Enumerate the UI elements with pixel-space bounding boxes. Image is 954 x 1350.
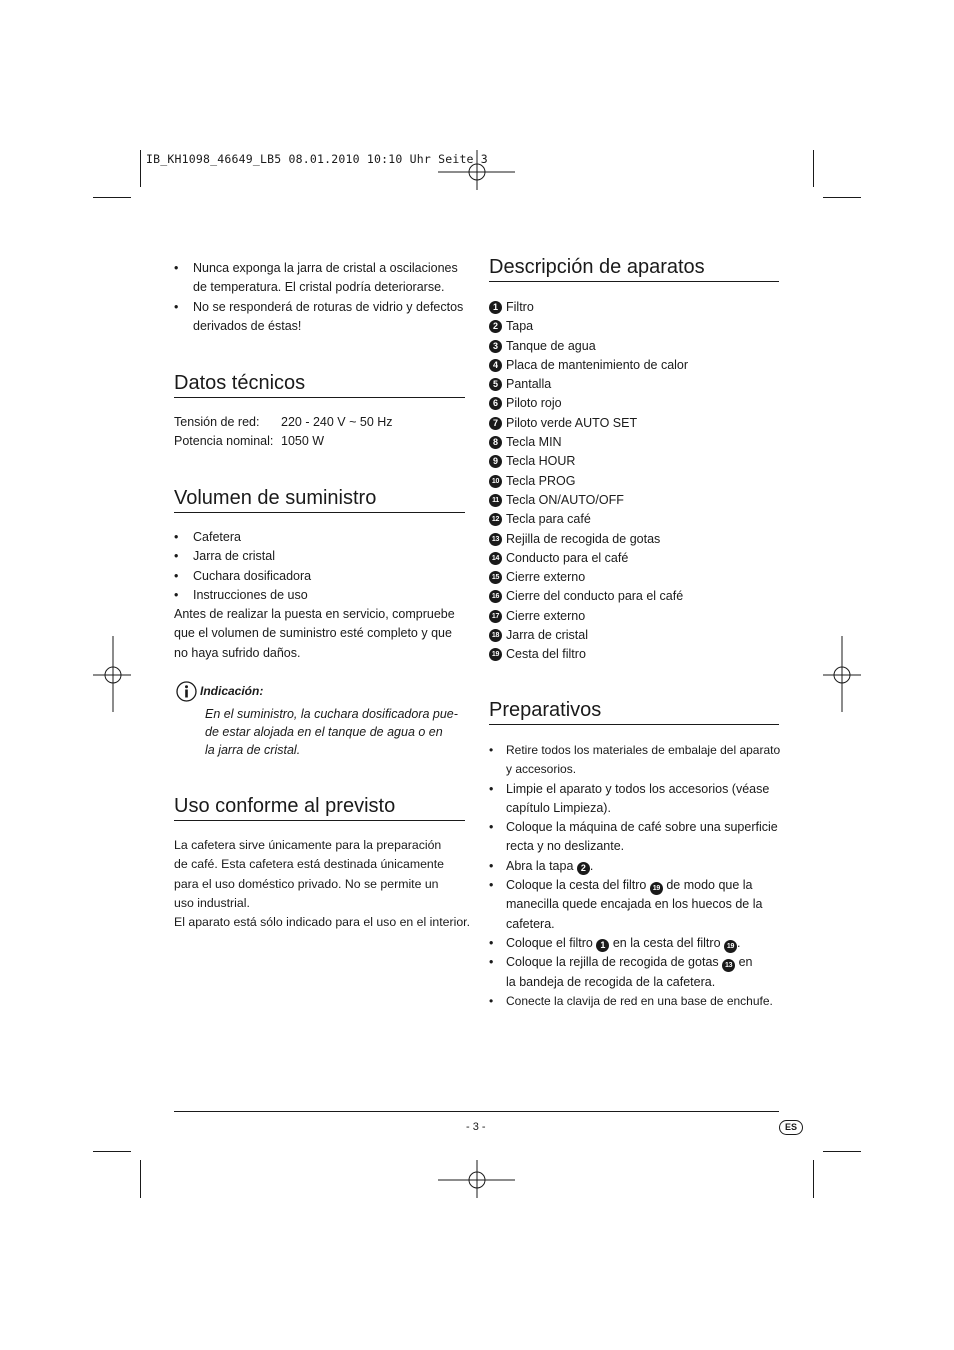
uso-text: La cafetera sirve únicamente para la preparación de café. Esta cafetera está destinada únicamente para el uso doméstico privado. No se permite un uso industrial. El aparato está sólo indicado para el uso en el interior. [174,838,470,930]
part-item: 13 Rejilla de recogida de gotas [489,530,779,549]
number-badge: 19 [650,882,663,895]
divider [489,281,779,282]
info-icon [176,681,197,702]
list-item: • Cafetera [174,530,241,544]
part-item: 5 Pantalla [489,375,779,394]
part-item: 10 Tecla PROG [489,472,779,491]
part-item: 2 Tapa [489,317,779,336]
divider [174,397,465,398]
number-badge: 4 [489,359,502,372]
part-item: 1 Filtro [489,298,779,317]
list-item: • Coloque la rejilla de recogida de gotas 13 en la bandeja de recogida de la cafetera. [489,955,753,989]
list-item: • Instrucciones de uso [174,587,308,602]
parts-list [489,298,779,665]
part-item: 15 Cierre externo [489,568,779,587]
language-badge: ES [779,1120,803,1135]
list-item: • No se responderá de roturas de vidrio y defectos derivados de éstas! [174,299,464,333]
number-badge: 3 [489,340,502,353]
footer-divider [174,1111,779,1112]
list-item: • Abra la tapa 2 . [489,858,594,873]
volumen-title: Volumen de suministro [174,487,377,509]
part-item: 11 Tecla ON/AUTO/OFF [489,491,779,510]
part-item: 14 Conducto para el café [489,549,779,568]
note-text: En el suministro, la cuchara dosificadora pue- de estar alojada en el tanque de agua o en la jarra de cristal. [205,707,458,757]
part-item: 19 Cesta del filtro [489,645,779,664]
number-badge: 17 [489,610,502,623]
number-badge: 18 [489,629,502,642]
note-label: Indicación: [200,684,264,698]
number-badge: 7 [489,417,502,430]
preparativos-list [489,741,785,1011]
part-item: 12 Tecla para café [489,510,779,529]
number-badge: 15 [489,571,502,584]
list-item: • Jarra de cristal [174,549,275,564]
part-item: 16 Cierre del conducto para el café [489,587,779,606]
number-badge: 13 [722,959,735,972]
page-number: - 3 - [466,1121,486,1133]
uso-title: Uso conforme al previsto [174,795,396,817]
list-item: • Cuchara dosificadora [174,568,312,583]
datos-title: Datos técnicos [174,372,306,394]
divider [174,512,465,513]
print-header: IB_KH1098_46649_LB5 08.01.2010 10:10 Uhr Seite 3 [146,152,488,166]
divider [174,820,465,821]
divider [489,724,779,725]
part-item: 9 Tecla HOUR [489,452,779,471]
number-badge: 13 [489,533,502,546]
number-badge: 1 [489,301,502,314]
number-badge: 16 [489,590,502,603]
spec-row: Tensión de red: 220 - 240 V ~ 50 Hz [174,415,393,429]
number-badge: 11 [489,494,502,507]
part-item: 18 Jarra de cristal [489,626,779,645]
intro-bullets [174,259,464,336]
list-item: • Conecte la clavija de red en una base de enchufe. [489,993,773,1008]
part-item: 4 Placa de mantenimiento de calor [489,356,779,375]
list-item: • Limpie el aparato y todos los accesorios (véase capítulo Limpieza). [489,781,770,815]
number-badge: 14 [489,552,502,565]
number-badge: 6 [489,397,502,410]
specs-table [174,413,464,452]
number-badge: 8 [489,436,502,449]
part-item: 6 Piloto rojo [489,394,779,413]
volumen-list [174,528,464,663]
number-badge: 19 [489,648,502,661]
list-item: • Coloque el filtro 1 en la cesta del filtro 19 . [489,934,785,953]
part-item: 8 Tecla MIN [489,433,779,452]
spec-row: Potencia nominal: 1050 W [174,434,325,449]
number-badge: 12 [489,513,502,526]
number-badge: 9 [489,455,502,468]
list-item: • Coloque la cesta del filtro 19 de modo que la manecilla quede encajada en los huecos de la cafetera. [489,878,763,931]
number-badge: 19 [724,940,737,953]
number-badge: 5 [489,378,502,391]
list-item: • Retire todos los materiales de embalaje del aparato y accesorios. [489,743,781,777]
part-item: 3 Tanque de agua [489,337,779,356]
number-badge: 2 [489,320,502,333]
list-item: • Coloque la máquina de café sobre una superficie recta y no deslizante. [489,820,778,854]
preparativos-title: Preparativos [489,699,602,721]
number-badge: 10 [489,475,502,488]
part-item: 7 Piloto verde AUTO SET [489,414,779,433]
number-badge: 2 [577,862,590,875]
number-badge: 1 [596,939,609,952]
part-item: 17 Cierre externo [489,607,779,626]
list-item: • Nunca exponga la jarra de cristal a oscilaciones de temperatura. El cristal podría deteriorarse. [174,261,458,295]
descripcion-title: Descripción de aparatos [489,256,705,278]
volumen-paragraph: Antes de realizar la puesta en servicio, compruebe que el volumen de suministro esté completo y que no haya sufrido daños. [174,607,455,660]
